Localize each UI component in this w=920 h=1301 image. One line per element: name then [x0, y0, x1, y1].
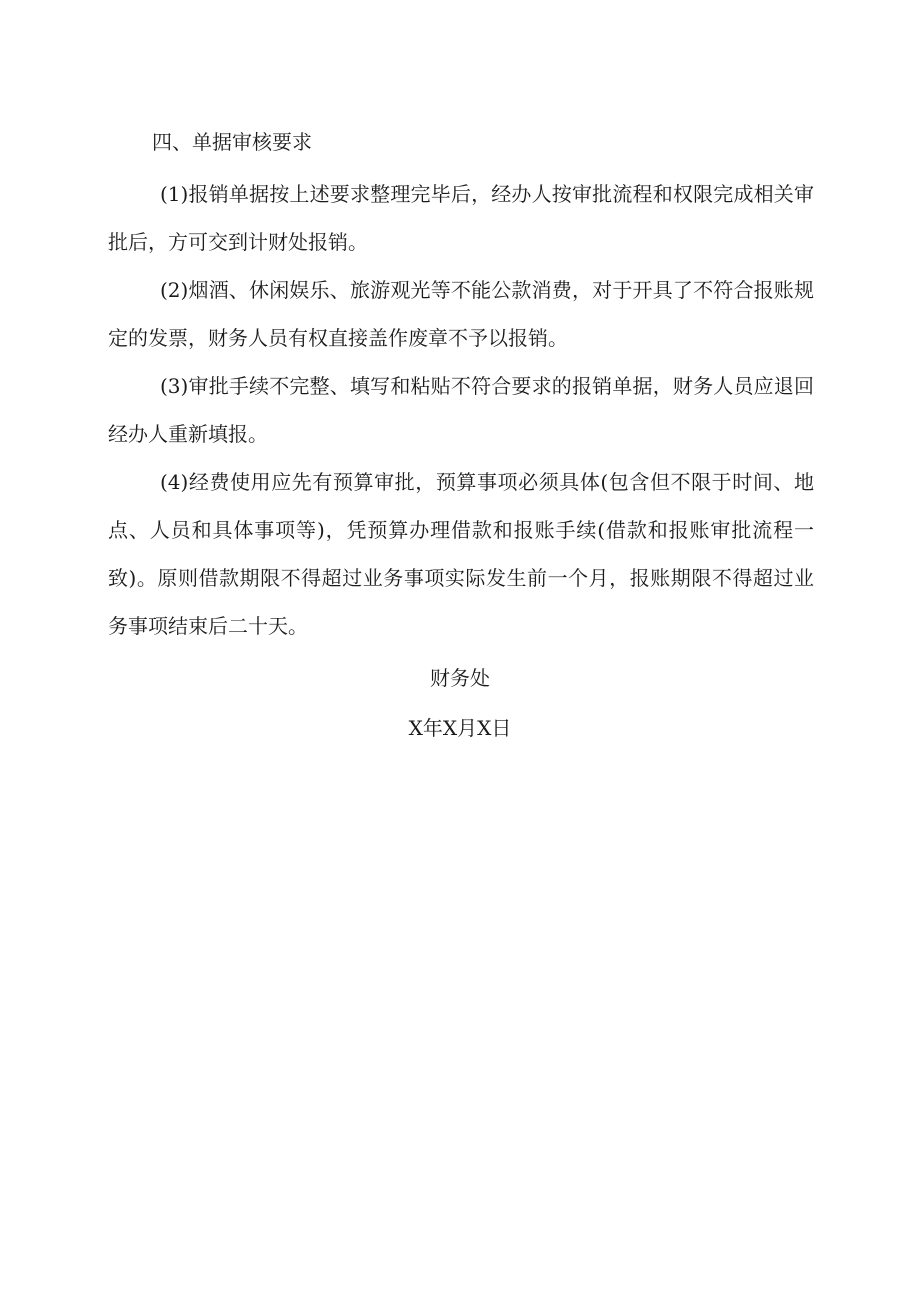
signature-date: X年X月X日 [408, 716, 512, 740]
section-heading: 四、单据审核要求 [152, 130, 312, 154]
paragraph-2: (2)烟酒、休闲娱乐、旅游观光等不能公款消费，对于开具了不符合报账规定的发票，财务人员有权直接盖作废章不予以报销。 [108, 278, 814, 350]
paragraph-4: (4)经费使用应先有预算审批，预算事项必须具体(包含但不限于时间、地点、人员和具体事项等)，凭预算办理借款和报账手续(借款和报账审批流程一致)。原则借款期限不得超过业务事项实际发生前一个月，报账期限不得超过业务事项结束后二十天。 [108, 470, 814, 638]
signature-department: 财务处 [430, 666, 490, 690]
paragraph-1: (1)报销单据按上述要求整理完毕后，经办人按审批流程和权限完成相关审批后，方可交到计财处报销。 [108, 182, 814, 254]
paragraph-3: (3)审批手续不完整、填写和粘贴不符合要求的报销单据，财务人员应退回经办人重新填报。 [108, 374, 814, 446]
